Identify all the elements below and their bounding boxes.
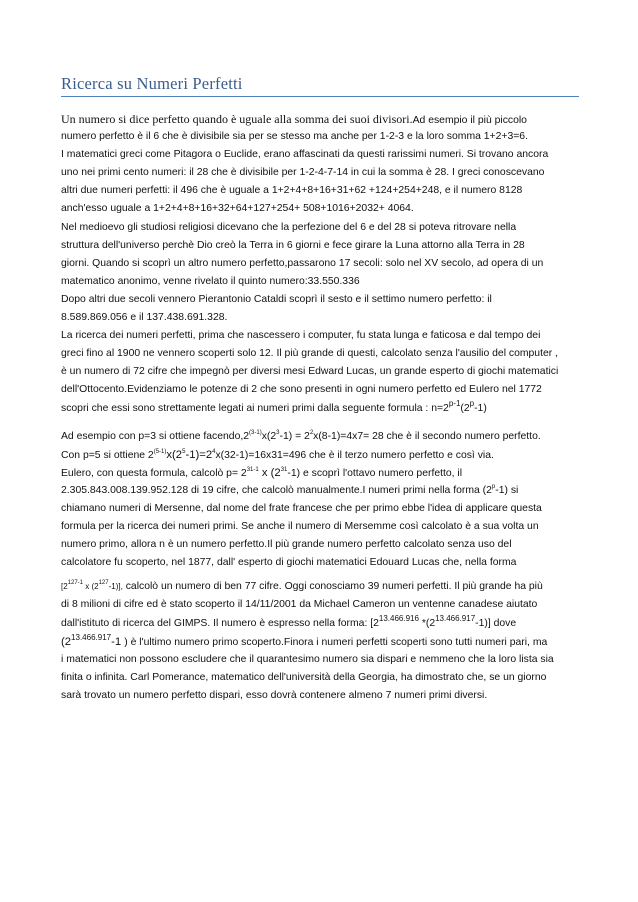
intro-sentence: Un numero si dice perfetto quando è uguale alla somma dei suoi divisori. (61, 112, 413, 126)
text-span: Ad esempio con p=3 si ottiene facendo,2 (61, 430, 250, 442)
document-body (61, 110, 581, 705)
formula-line (61, 400, 581, 418)
exponent: 2 (309, 429, 314, 436)
text-line: giorni. Quando si scoprì un altro numero perfetto,passarono 17 secoli: solo nel XV secolo, ad opera di un (61, 257, 544, 269)
exponent: p-1 (448, 398, 461, 408)
exponent: 127 (98, 580, 109, 587)
text-span: -1) si (495, 484, 519, 496)
text-span: -1)], (108, 582, 123, 592)
text-span: -1) = 2 (279, 430, 310, 442)
text-line: Nel medioevo gli studiosi religiosi dicevano che la perfezione del 6 e del 28 si poteva ritrovare nella (61, 221, 517, 233)
text-span: ) è l'ultimo numero primo scoperto.Finora i numeri perfetti scoperti sono tutti numeri pari, ma (124, 636, 548, 648)
exponent: 31 (280, 466, 288, 473)
text-line: anch'esso uguale a 1+2+4+8+16+32+64+127+254+ 508+1016+2032+ 4064. (61, 203, 414, 215)
exponent: 13.466.916 (378, 613, 419, 623)
text-span: (2 (61, 635, 72, 648)
text-line: uno nei primi cento numeri: il 28 che è divisibile per 1-2-4-7-14 in cui la somma è 28. I greci conoscevano (61, 167, 545, 179)
text-span: scopri che essi sono strettamente legati ai numeri primi dalla seguente formula : n=2 (61, 402, 449, 414)
exponent: 13.466.917 (71, 632, 112, 642)
exponent: (5-1) (153, 448, 167, 455)
page-title: Ricerca su Numeri Perfetti (61, 74, 579, 97)
exponent: 3 (276, 429, 280, 436)
exponent: 127-1 (67, 580, 84, 587)
text-span: x (2 (258, 466, 281, 479)
text-span: x(2 (261, 430, 277, 442)
text-span: Ad esempio il più piccolo (412, 115, 527, 126)
text-line: numero primo, allora n è un numero perfetto.Il più grande numero perfetto calcolato senza uso del (61, 539, 512, 551)
paragraph-gap (61, 418, 581, 428)
text-line: La ricerca dei numeri perfetti, prima che nascessero i computer, fu stata lunga e faticosa e dal tempo dei (61, 330, 541, 342)
formula-line (61, 428, 581, 446)
text-line: chiamano numeri di Mersenne, dal nome del frate francese che per primo ebbe l'idea di applicare questa (61, 502, 542, 514)
text-span: *(2 (418, 617, 436, 629)
text-span: x(2 (166, 448, 183, 461)
text-span: x (2 (83, 582, 99, 592)
exponent: 13.466.917 (435, 613, 476, 623)
text-span: [2 (61, 582, 68, 592)
exponent: 5 (182, 448, 186, 455)
exponent: (3-1) (249, 429, 262, 436)
formula-line (61, 633, 581, 651)
text-line: dell'Ottocento.Evidenziamo le potenze di 2 che sono presenti in ogni numero perfetto ed Eulero nel 1772 (61, 384, 542, 396)
text-line (61, 110, 581, 128)
text-line: finita o infinita. Carl Pomerance, matematico dell'università della Georgia, ha dimostrato che, se un giorno (61, 671, 547, 683)
text-line: sarà trovato un numero perfetto dispari, esso dovrà contenere almeno 7 numeri primi diversi. (61, 689, 488, 701)
text-line: calcolatore fu scoperto, nel 1877, dall' esperto di giochi matematici Edouard Lucas che, nella forma (61, 557, 517, 569)
text-line: Dopo altri due secoli vennero Pierantonio Cataldi scoprì il sesto e il settimo numero perfetto: il (61, 293, 492, 305)
formula-line (61, 446, 581, 464)
text-span: 2.305.843.008.139.952.128 di 19 cifre, che calcolò manualmente.I numeri primi nella forma (2 (61, 484, 492, 496)
text-line: numero perfetto è il 6 che è divisibile sia per se stesso ma anche per 1-2-3 e la loro somma 1+2+3=6. (61, 131, 528, 143)
text-span: x(8-1)=4x7= 28 che è il secondo numero perfetto. (313, 430, 541, 442)
text-span: dall'istituto di ricerca del GIMPS. Il numero è espresso nella forma: [2 (61, 617, 379, 629)
text-span: (2 (460, 402, 470, 414)
text-span: -1 (111, 635, 125, 648)
text-line: greci fino al 1900 ne vennero scoperti solo 12. Il più grande di questi, calcolato senza l'ausilio del computer , (61, 348, 558, 360)
text-span: -1)] dove (475, 617, 517, 629)
text-span: x(32-1)=16x31=496 che è il terzo numero perfetto e così via. (215, 449, 494, 461)
text-span: Con p=5 si ottiene 2 (61, 449, 154, 461)
text-line: di 8 milioni di cifre ed è stato scoperto il 14/11/2001 da Michael Cameron un ventenne canadese aiutato (61, 599, 538, 611)
exponent: p (491, 483, 496, 490)
text-line: altri due numeri perfetti: il 496 che è uguale a 1+2+4+8+16+31+62 +124+254+248, e il numero 8128 (61, 185, 523, 197)
formula-line (61, 464, 581, 482)
text-span: calcolò un numero di ben 77 cifre. Oggi conosciamo 39 numeri perfetti. Il più grande ha più (122, 581, 543, 593)
text-line: matematico anonimo, venne rivelato il quinto numero:33.550.336 (61, 275, 360, 287)
text-line: è un numero di 72 cifre che impegnò per diversi mesi Edward Lucas, un grande esperto di giochi matematici (61, 366, 559, 378)
text-line: formula per la ricerca dei numeri primi. Se anche il numero di Mersemme così calcolato è a sua volta un (61, 521, 539, 533)
formula-line (61, 578, 581, 596)
exponent: 4 (212, 448, 216, 455)
text-line: struttura dell'universo perchè Dio creò la Terra in 6 giorni e fece girare la Luna attorno alla Terra in 28 (61, 239, 525, 251)
formula-line (61, 482, 581, 500)
text-span: -1) e scoprì l'ottavo numero perfetto, il (287, 467, 463, 479)
exponent: 31-1 (246, 466, 259, 473)
text-line: i matematici non possono escludere che il quarantesimo numero sia dispari e nemmeno che la loro lista sia (61, 653, 554, 665)
text-span: -1)=2 (185, 448, 213, 461)
formula-line (61, 615, 581, 633)
exponent: p (469, 398, 475, 408)
text-span: -1) (474, 402, 487, 414)
text-span: Eulero, con questa formula, calcolò p= 2 (61, 467, 247, 479)
text-line: 8.589.869.056 e il 137.438.691.328. (61, 312, 228, 324)
text-line: I matematici greci come Pitagora o Euclide, erano affascinati da questi rarissimi numeri. Si trovano ancora (61, 149, 549, 161)
